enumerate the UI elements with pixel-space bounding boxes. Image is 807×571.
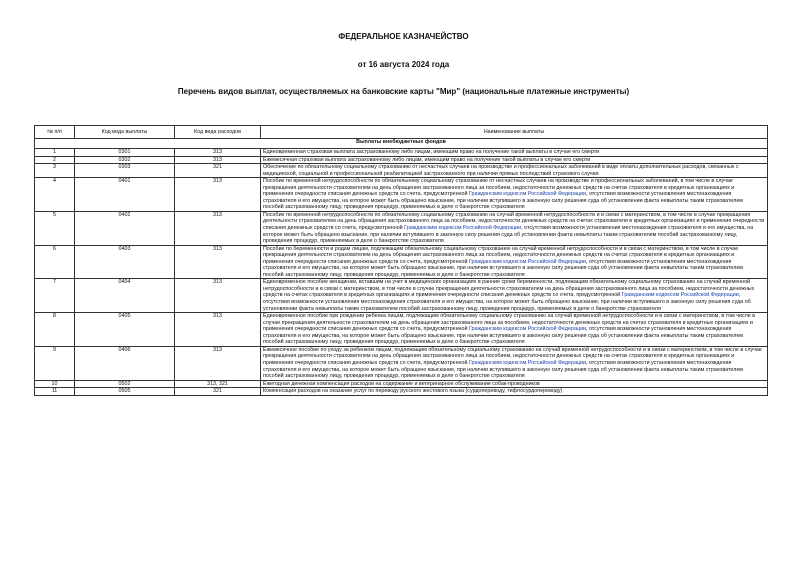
- payment-name-text: Пособие по временной нетрудоспособности по обязательному социальному страхованию от несчастных случаев на производстве и профессиональных заболеваний, в том числе в случае прекращения деятельности страхователем на день обращения застрахованного лица за пособием, недостаточности денежных средств на счетах страхователя в кредитных организациях и применения очередности списания денежных средств со счета, предусмотренной: [263, 178, 735, 198]
- expense-code: 313: [175, 156, 261, 164]
- expense-code: 321: [175, 388, 261, 396]
- row-number: 8: [35, 313, 75, 347]
- payment-name-text: Пособие по временной нетрудоспособности по обязательному социальному страхованию на случай временной нетрудоспособности и в связи с материнством, в том числе в случае прекращения деятельности страхователем на день обращения застрахованного лица за пособием, недостаточности денежных средств на счетах страхователя в кредитных организациях и применения очередности списания денежных средств со счета, предусмотренной: [263, 211, 765, 232]
- payment-code: 0403: [75, 245, 175, 279]
- payment-name-text: , отсутствия возможности установления местонахождения страхователя и его имущества, на которое может быть обращено взыскание, при наличии вступившего в законную силу решения суда об установлении факта невыплаты таким страхователем пособий застрахованному лицу, проведения процедур, применяемых в деле о банкротстве страхователя: [263, 225, 754, 245]
- payment-code: 0302: [75, 156, 175, 164]
- payment-code: 0405: [75, 313, 175, 347]
- row-number: 2: [35, 156, 75, 164]
- document-title: Перечень видов выплат, осуществляемых на банковские карты "Мир" (национальные платежные инструменты): [177, 87, 630, 96]
- row-number: 10: [35, 380, 75, 388]
- table-row: [35, 156, 768, 164]
- civil-code-link[interactable]: Гражданским кодексом Российской Федерации: [468, 191, 586, 198]
- section-row: [35, 139, 768, 149]
- expense-code: 313: [175, 313, 261, 347]
- col-header-code: Код вида выплаты: [75, 126, 175, 139]
- civil-code-link[interactable]: Гражданским кодексом Российской Федерации: [468, 326, 586, 333]
- payment-name: [261, 211, 768, 245]
- expense-code: 313: [175, 211, 261, 245]
- payment-name: [261, 346, 768, 380]
- table-row: [35, 380, 768, 388]
- payment-name: [261, 164, 768, 178]
- payment-name-text: Единовременная страховая выплата застрахованному либо лицам, имеющим право на получение такой выплаты в случае его смерти: [263, 149, 600, 155]
- payment-code: 0406: [75, 346, 175, 380]
- payment-name-text: Ежегодная денежная компенсация расходов на содержание и ветеринарное обслуживание собак-проводников: [263, 380, 540, 387]
- table-row: [35, 313, 768, 347]
- payment-name: [261, 245, 768, 279]
- table-row: [35, 245, 768, 279]
- payment-name-text: Компенсация расходов на оказание услуг по переводу русского жестового языка (сурдопереводу, тифлосурдопереводу): [263, 388, 563, 395]
- payment-code: 0505: [75, 388, 175, 396]
- table-row: [35, 211, 768, 245]
- col-header-number: № п/п: [35, 126, 75, 139]
- civil-code-link[interactable]: Гражданским кодексом Российской Федерации: [404, 225, 522, 232]
- expense-code: 321: [175, 164, 261, 178]
- expense-code: 313: [175, 178, 261, 212]
- expense-code: 313: [175, 346, 261, 380]
- row-number: 3: [35, 164, 75, 178]
- table-row: [35, 279, 768, 313]
- civil-code-link[interactable]: Гражданским кодексом Российской Федерации: [468, 359, 586, 366]
- payment-code: 0401: [75, 178, 175, 212]
- payment-name-text: Пособие по беременности и родам лицам, подлежащим обязательному социальному страхованию на случай временной нетрудоспособности и в связи с материнством, в том числе в случае прекращения деятельности страхователем на день обращения застрахованного лица за пособием, недостаточности денежных средств на счетах страхователя в кредитных организациях и применения очередности списания денежных средств со счета, предусмотренной: [263, 245, 739, 265]
- payments-table: [34, 125, 768, 396]
- col-header-name: Наименование выплаты: [261, 126, 768, 139]
- expense-code: 313: [175, 245, 261, 279]
- row-number: 9: [35, 346, 75, 380]
- payment-name: [261, 279, 768, 313]
- payment-name: [261, 380, 768, 388]
- civil-code-link[interactable]: Гражданским кодексом Российской Федерации: [468, 258, 586, 265]
- org-name: ФЕДЕРАЛЬНОЕ КАЗНАЧЕЙСТВО: [338, 32, 469, 41]
- payment-code: 0303: [75, 164, 175, 178]
- expense-code: 313: [175, 279, 261, 313]
- payment-code: 0404: [75, 279, 175, 313]
- row-number: 5: [35, 211, 75, 245]
- row-number: 1: [35, 149, 75, 157]
- row-number: 11: [35, 388, 75, 396]
- payment-name-text: , отсутствия возможности установления местонахождения страхователя и его имущества, на которое может быть обращено взыскание, при наличии вступившего в законную силу решения суда об установлении факта невыплаты таким страхователем пособий застрахованному лицу, проведения процедур, применяемых в деле о банкротстве страхователя: [263, 292, 751, 312]
- row-number: 6: [35, 245, 75, 279]
- payment-name: [261, 149, 768, 157]
- payment-name-text: , отсутствия возможности установления местонахождения страхователя и его имущества, на которое может быть обращено взыскание, при наличии вступившего в законную силу решения суда об установлении факта невыплаты таким страхователем пособий застрахованному лицу, проведения процедур, применяемых в деле о банкротстве страхователя: [263, 359, 743, 380]
- row-number: 4: [35, 178, 75, 212]
- payment-name-text: Ежемесячное пособие по уходу за ребенком лицам, подлежащим обязательному социальному страхованию на случай временной нетрудоспособности и в связи с материнством, в том числе в случае прекращения деятельности страхователем на день обращения застрахованного лица за пособием, недостаточности денежных средств на счетах страхователя в кредитных организациях и применения очередности списания денежных средств со счета, предусмотренной: [263, 346, 762, 366]
- section-title: Выплаты внебюджетных фондов: [35, 139, 768, 149]
- payment-name: [261, 313, 768, 347]
- payment-name-text: , отсутствия возможности установления местонахождения страхователя и его имущества, на которое может быть обращено взыскание, при наличии вступившего в законную силу решения суда об установлении факта невыплаты таким страхователем пособий застрахованному лицу, проведения процедур, применяемых в деле о банкротстве страхователя: [263, 191, 743, 211]
- payment-name-text: , отсутствия возможности установления местонахождения страхователя и его имущества, на которое может быть обращено взыскание, при наличии вступившего в законную силу решения суда об установлении факта невыплаты таким страхователем пособий застрахованному лицу, проведения процедур, применяемых в деле о банкротстве страхователя: [263, 326, 743, 346]
- payment-code: 0301: [75, 149, 175, 157]
- table-header-row: [35, 126, 768, 139]
- payment-name-text: Обеспечение по обязательному социальному страхованию от несчастных случаев на производстве и профессиональных заболеваний в виде оплаты дополнительных расходов, связанных с медицинской, социальной и профессиональной реабилитацией застрахованного при наличии прямых последствий страхового случая: [263, 164, 739, 177]
- payment-code: 0402: [75, 211, 175, 245]
- expense-code: 313, 321: [175, 380, 261, 388]
- payment-name: [261, 178, 768, 212]
- payment-name: [261, 388, 768, 396]
- payment-name-text: , отсутствия возможности установления местонахождения страхователя и его имущества, на которое может быть обращено взыскание, при наличии вступившего в законную силу решения суда об установлении факта невыплаты таким страхователем пособий застрахованному лицу, проведения процедур, применяемых в деле о банкротстве страхователя: [263, 258, 743, 278]
- col-header-expense: Код вида расходов: [175, 126, 261, 139]
- payment-name: [261, 156, 768, 164]
- expense-code: 313: [175, 149, 261, 157]
- table-row: [35, 346, 768, 380]
- table-row: [35, 149, 768, 157]
- document-date: от 16 августа 2024 года: [357, 60, 450, 69]
- table-row: [35, 164, 768, 178]
- payment-name-text: Единовременное пособие женщинам, вставшим на учет в медицинских организациях в ранние сроки беременности, подлежащим обязательному социальному страхованию на случай временной нетрудоспособности и в связи с материнством, в том числе в случае прекращения деятельности страхователем на день обращения застрахованного лица за пособием, недостаточности денежных средств на счетах страхователя в кредитных организациях и применения очередности списания денежных средств со счета, предусмотренной: [263, 279, 755, 299]
- table-row: [35, 388, 768, 396]
- row-number: 7: [35, 279, 75, 313]
- payment-name-text: Единовременное пособие при рождении ребенка лицам, подлежащим обязательному социальному страхованию на случай временной нетрудоспособности и в связи с материнством, в том числе в случае прекращения деятельности страхователем на день обращения застрахованного лица за пособием, недостаточности денежных средств на счетах страхователя в кредитных организациях и применения очередности списания денежных средств со счета, предусмотренной: [263, 313, 756, 333]
- civil-code-link[interactable]: Гражданским кодексом Российской Федерации: [621, 292, 739, 299]
- payment-code: 0502: [75, 380, 175, 388]
- payment-name-text: Ежемесячная страховая выплата застрахованному либо лицам, имеющим право на получение такой выплаты в случае его смерти: [263, 156, 591, 163]
- table-row: [35, 178, 768, 212]
